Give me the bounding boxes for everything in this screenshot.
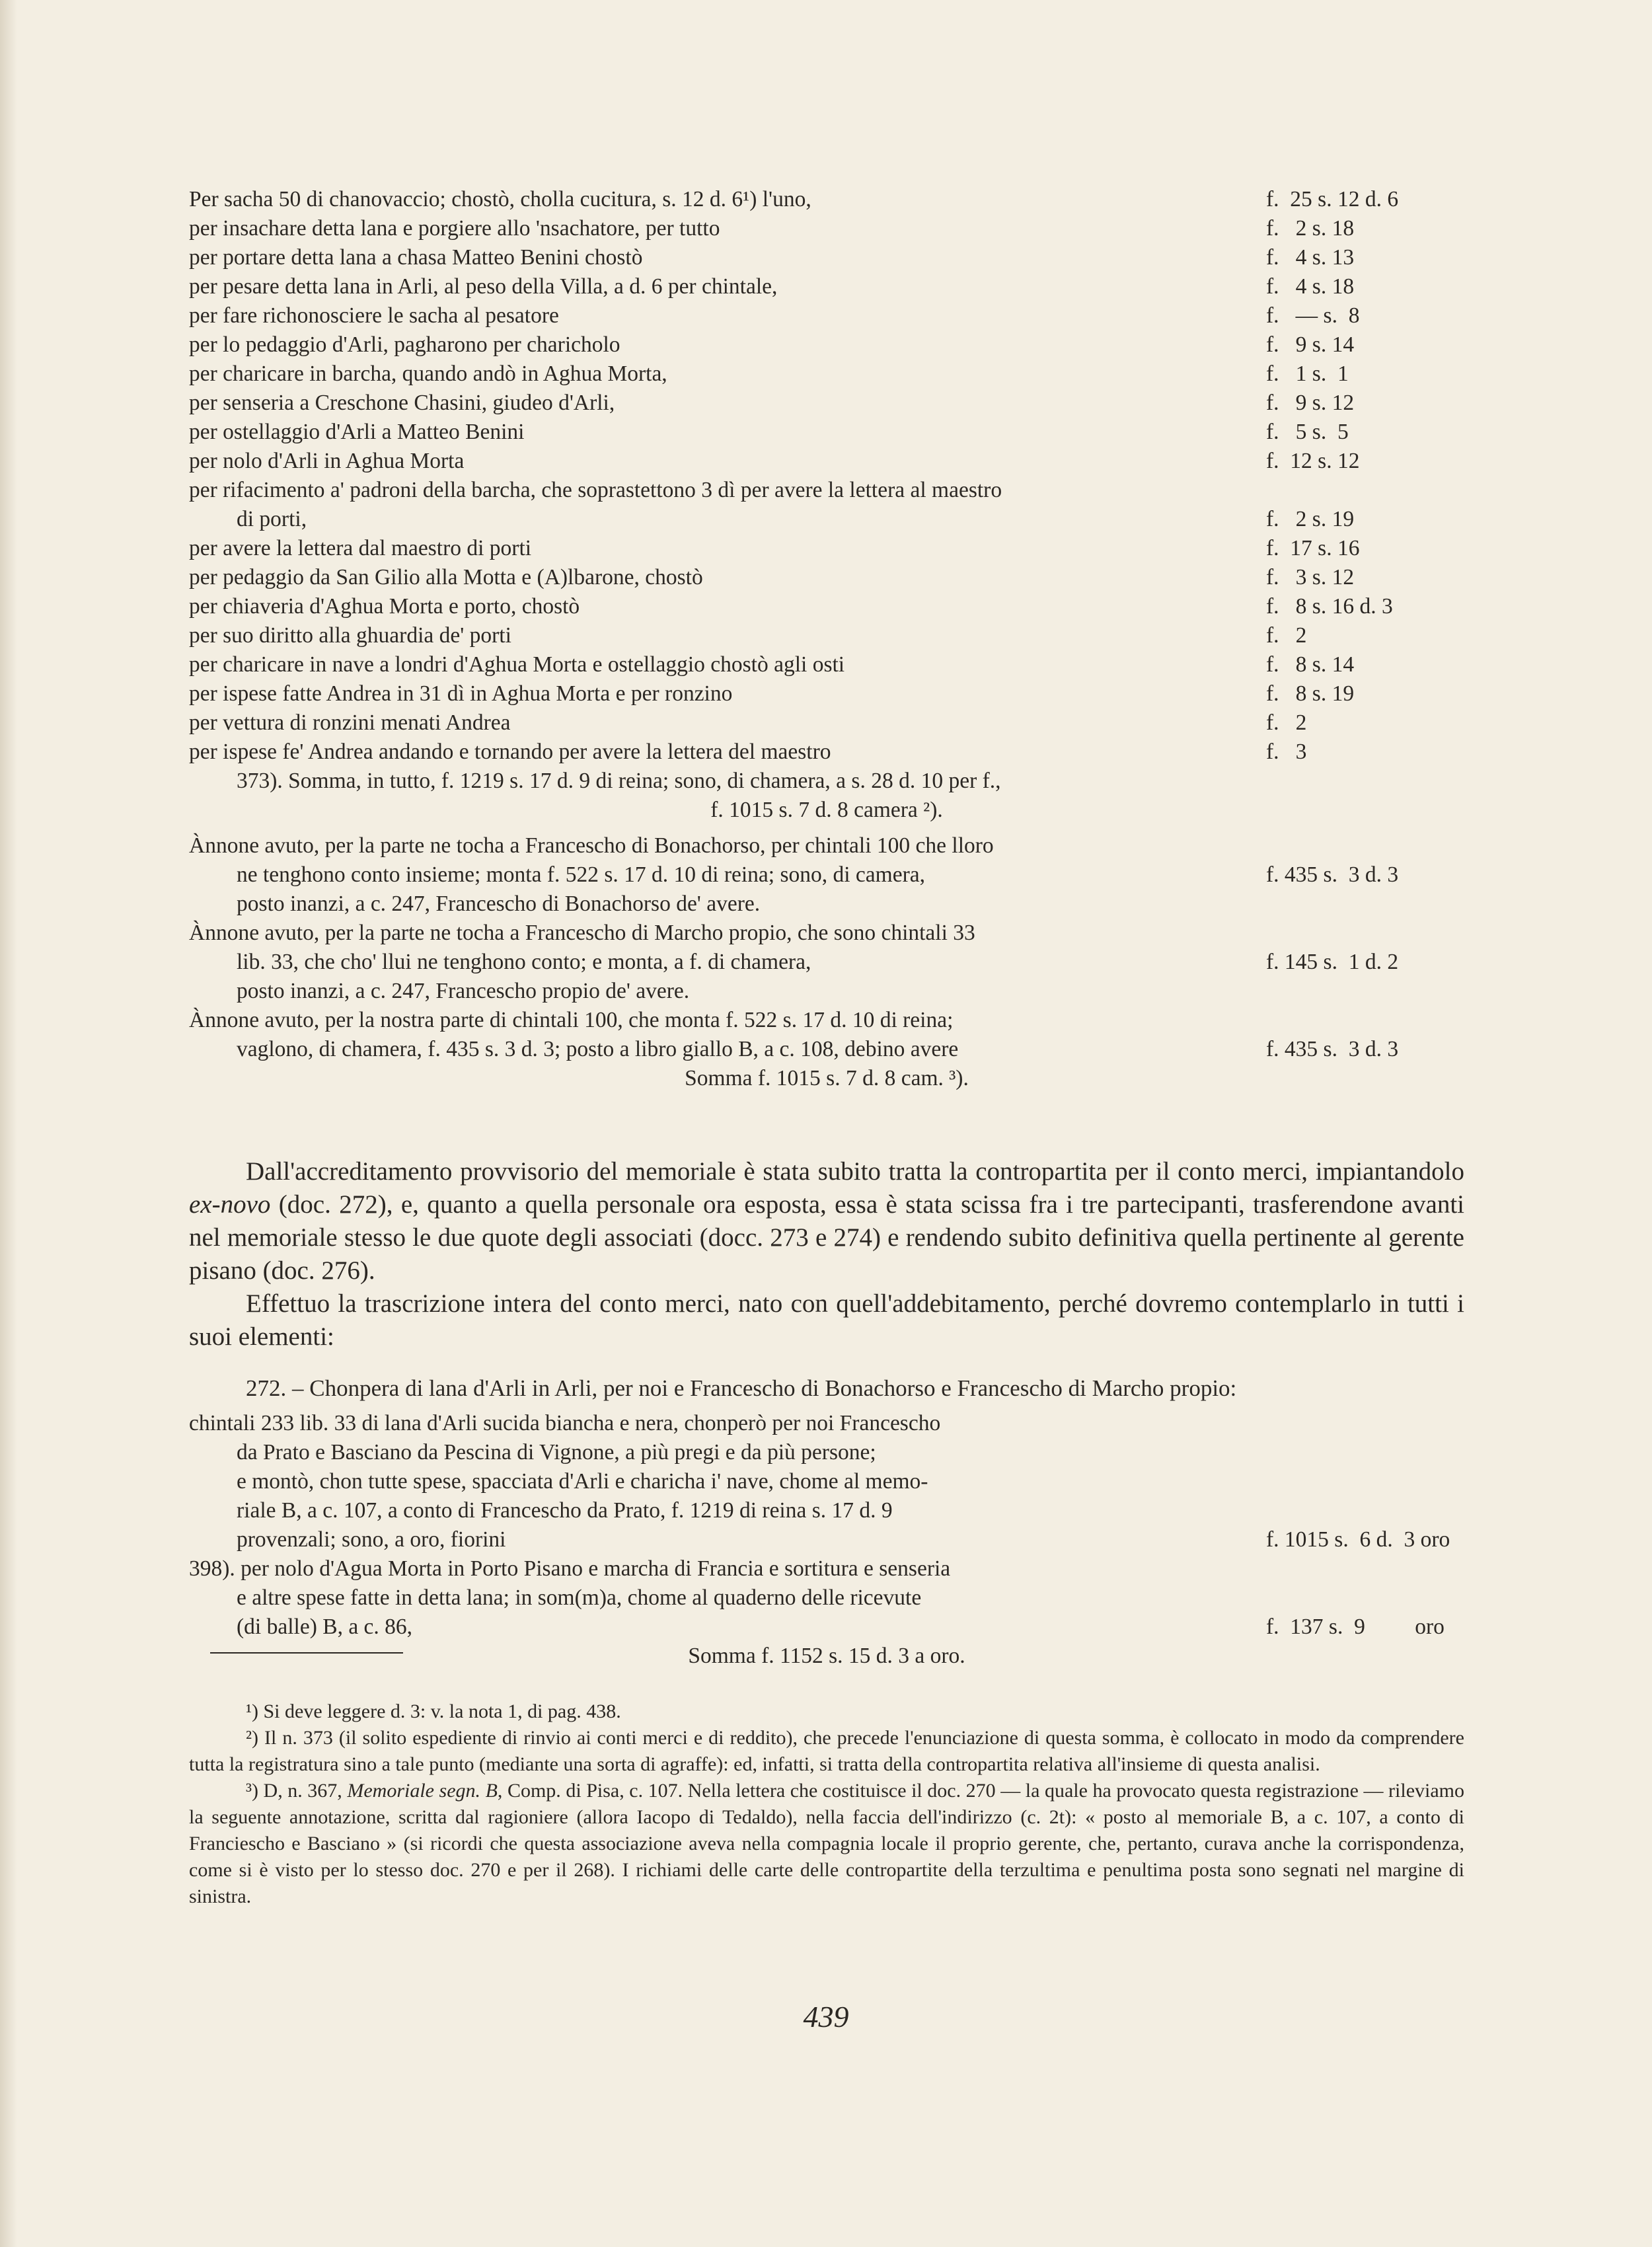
- amount: f. 3: [1266, 740, 1307, 764]
- ledger-line: per ispese fe' Andrea andando e tornando per avere la lettera del maestro f. 3: [189, 738, 1464, 767]
- footnote-2: ²) Il n. 373 (il solito espediente di rinvio ai conti merci e di reddito), che precede l'enunciazione di questa somma, è collocato in modo da comprendere tutta la registratura sino a tale punto (mediante una sorta di agraffe): ed, infatti, si tratta della contropartita relativa all'insieme di questa analisi.: [189, 1727, 1464, 1775]
- somma-373: 373). Somma, in tutto, f. 1219 s. 17 d. 9 di reina; sono, di chamera, a s. 28 d. 10 per f., f. 1015 s. 7 d. 8 camera ²).: [237, 769, 1001, 822]
- amount: f. 3 s. 12: [1266, 565, 1355, 590]
- amount: f. 435 s. 3 d. 3: [1266, 1037, 1399, 1061]
- amount: f. 8 s. 16 d. 3: [1266, 594, 1393, 619]
- amount: f. 4 s. 13: [1266, 245, 1355, 270]
- amount: f. 2 s. 19: [1266, 507, 1355, 531]
- somma-cam: Somma f. 1015 s. 7 d. 8 cam. ³).: [685, 1066, 969, 1090]
- amount: f. 9 s. 12: [1266, 391, 1355, 415]
- footnote-1: ¹) Si deve leggere d. 3: v. la nota 1, di pag. 438.: [246, 1700, 621, 1722]
- amount: f. 137 s. 9 oro: [1266, 1615, 1445, 1639]
- ledger-line: per suo diritto alla ghuardia de' porti f. 2: [189, 621, 1464, 650]
- footnote-3: ³) D, n. 367, Memoriale segn. B, Comp. di Pisa, c. 107. Nella lettera che costituisce il doc. 270 — la quale ha provocato questa registrazione — rileviamo la seguente annotazione, scritta dal ragioniere (allora Iacopo di Tedaldo), nella faccia dell'indirizzo (c. 2t): « posto al memoriale B, a c. 107, a conto di Franciescho e Basciano » (si ricordi che questa associazione aveva nella compagnia locale il proprio gerente, che, pertanto, curava anche la corrispondenza, come si è visto per lo stesso doc. 270 e per il 268). I richiami delle carte delle contropartite della terzultima e penultima posta sono segnati nel margine di sinistra.: [189, 1780, 1465, 1907]
- amount: f. 25 s. 12 d. 6: [1266, 187, 1399, 211]
- ledger-line: per avere la lettera dal maestro di porti f. 17 s. 16: [189, 534, 1464, 563]
- ledger-line: per pedaggio da San Gilio alla Motta e (A)lbarone, chostò f. 3 s. 12: [189, 563, 1464, 592]
- paragraph: Effettuo la trascrizione intera del conto merci, nato con quell'addebitamento, perché dovremo contemplarlo in tutti i suoi elementi:: [189, 1289, 1464, 1351]
- amount: f. 12 s. 12: [1266, 449, 1360, 473]
- doc-entry-nolo: 398). per nolo d'Agua Morta in Porto Pisano e marcha di Francia e sortitura e senseria e altre spese fatte in detta lana; in som(m)a, chome al quaderno delle ricevute (di balle) B, a c. 86, f. 137 s. 9 oro: [189, 1554, 1464, 1642]
- amount: f. 2 s. 18: [1266, 216, 1355, 241]
- amount: f. 8 s. 14: [1266, 652, 1355, 677]
- doc-entry-chonpera: chintali 233 lib. 33 di lana d'Arli sucida biancha e nera, chonperò per noi Francescho da Prato e Basciano da Pescina di Vignone, a più pregi e da più persone; e montò, chon tutte spese, spacciata d'Arli e charicha i' nave, chome al memo- riale B, a c. 107, a conto di Francescho da Prato, f. 1219 di reina s. 17 d. 9 provenzali; sono, a oro, fiorini f. 1015 s. 6 d. 3 oro: [189, 1409, 1464, 1554]
- amount: f. 435 s. 3 d. 3: [1266, 862, 1399, 887]
- ledger-line: per charicare in barcha, quando andò in Aghua Morta, f. 1 s. 1: [189, 360, 1464, 389]
- doc-somma: Somma f. 1152 s. 15 d. 3 a oro.: [688, 1644, 965, 1668]
- amount: f. 9 s. 14: [1266, 332, 1355, 357]
- paragraph: Dall'accreditamento provvisorio del memoriale è stata subito tratta la contropartita per il conto merci, impiantandolo ex-novo (doc. 272), e, quanto a quella personale ora esposta, essa è stata scissa fra i tre partecipanti, trasferendone avanti nel memoriale stesso le due quote degli associati (docc. 273 e 274) e rendendo subito definitiva quella pertinente al gerente pisano (doc. 276).: [189, 1157, 1464, 1285]
- amount: f. 17 s. 16: [1266, 536, 1360, 560]
- ledger-line: per chiaveria d'Aghua Morta e porto, chostò f. 8 s. 16 d. 3: [189, 592, 1464, 621]
- ledger-line: Per sacha 50 di chanovaccio; chostò, cholla cucitura, s. 12 d. 6¹) l'uno, f. 25 s. 12 d. 6: [189, 185, 1464, 214]
- ledger-line: per fare richonosciere le sacha al pesatore f. — s. 8: [189, 301, 1464, 330]
- ledger-line: per senseria a Creschone Chasini, giudeo d'Arli, f. 9 s. 12: [189, 389, 1464, 418]
- amount: f. 1015 s. 6 d. 3 oro: [1266, 1527, 1450, 1552]
- amount: f. 2: [1266, 710, 1307, 735]
- amount: f. — s. 8: [1266, 303, 1360, 328]
- doc-272: [189, 1373, 1464, 1671]
- amount: f. 1 s. 1: [1266, 362, 1349, 386]
- amount: f. 8 s. 19: [1266, 681, 1355, 706]
- amount: f. 4 s. 18: [1266, 274, 1355, 299]
- ledger-line: per nolo d'Arli in Aghua Morta f. 12 s. 12: [189, 447, 1464, 476]
- annone-entry-nostra: Ànnone avuto, per la nostra parte di chintali 100, che monta f. 522 s. 17 d. 10 di reina; vaglono, di chamera, f. 435 s. 3 d. 3; posto a libro giallo B, a c. 108, debino avere f. 435 s. 3 d. 3: [189, 1006, 1464, 1064]
- amount: f. 5 s. 5: [1266, 420, 1349, 444]
- ledger-line: per pesare detta lana in Arli, al peso della Villa, a d. 6 per chintale, f. 4 s. 18: [189, 272, 1464, 301]
- ledger-line-rifacimento: per rifacimento a' padroni della barcha, che soprastettono 3 dì per avere la lettera al maestro di porti, f. 2 s. 19: [189, 476, 1464, 534]
- footnote-rule: [210, 1652, 403, 1654]
- page-spine-shadow: [0, 0, 17, 2247]
- ledger-line: per insachare detta lana e porgiere allo 'nsachatore, per tutto f. 2 s. 18: [189, 214, 1464, 243]
- ledger-line: per charicare in nave a londri d'Aghua Morta e ostellaggio chostò agli osti f. 8 s. 14: [189, 650, 1464, 679]
- page-number: 439: [803, 2000, 849, 2034]
- ledger-entries: [189, 185, 1464, 1093]
- ledger-line: per vettura di ronzini menati Andrea f. 2: [189, 708, 1464, 738]
- footnotes: [189, 1698, 1464, 1910]
- body-prose: [189, 1155, 1464, 1353]
- ledger-line: per portare detta lana a chasa Matteo Benini chostò f. 4 s. 13: [189, 243, 1464, 272]
- ledger-line: per ostellaggio d'Arli a Matteo Benini f. 5 s. 5: [189, 418, 1464, 447]
- annone-entry-bonachorso: Ànnone avuto, per la parte ne tocha a Francescho di Bonachorso, per chintali 100 che lloro ne tenghono conto insieme; monta f. 522 s. 17 d. 10 di reina; sono, di camera, posto inanzi, a c. 247, Francescho di Bonachorso de' avere. f. 435 s. 3 d. 3: [189, 831, 1464, 919]
- annone-entry-marcho: Ànnone avuto, per la parte ne tocha a Francescho di Marcho propio, che sono chintali 33 lib. 33, che cho' llui ne tenghono conto; e monta, a f. di chamera, posto inanzi, a c. 247, Francescho propio de' avere. f. 145 s. 1 d. 2: [189, 919, 1464, 1006]
- amount: f. 145 s. 1 d. 2: [1266, 950, 1399, 974]
- ledger-line: per lo pedaggio d'Arli, pagharono per charicholo f. 9 s. 14: [189, 330, 1464, 360]
- ledger-line: per ispese fatte Andrea in 31 dì in Aghua Morta e per ronzino f. 8 s. 19: [189, 679, 1464, 708]
- doc-heading: 272. – Chonpera di lana d'Arli in Arli, per noi e Francescho di Bonachorso e Francescho di Marcho propio:: [246, 1375, 1237, 1401]
- amount: f. 2: [1266, 623, 1307, 648]
